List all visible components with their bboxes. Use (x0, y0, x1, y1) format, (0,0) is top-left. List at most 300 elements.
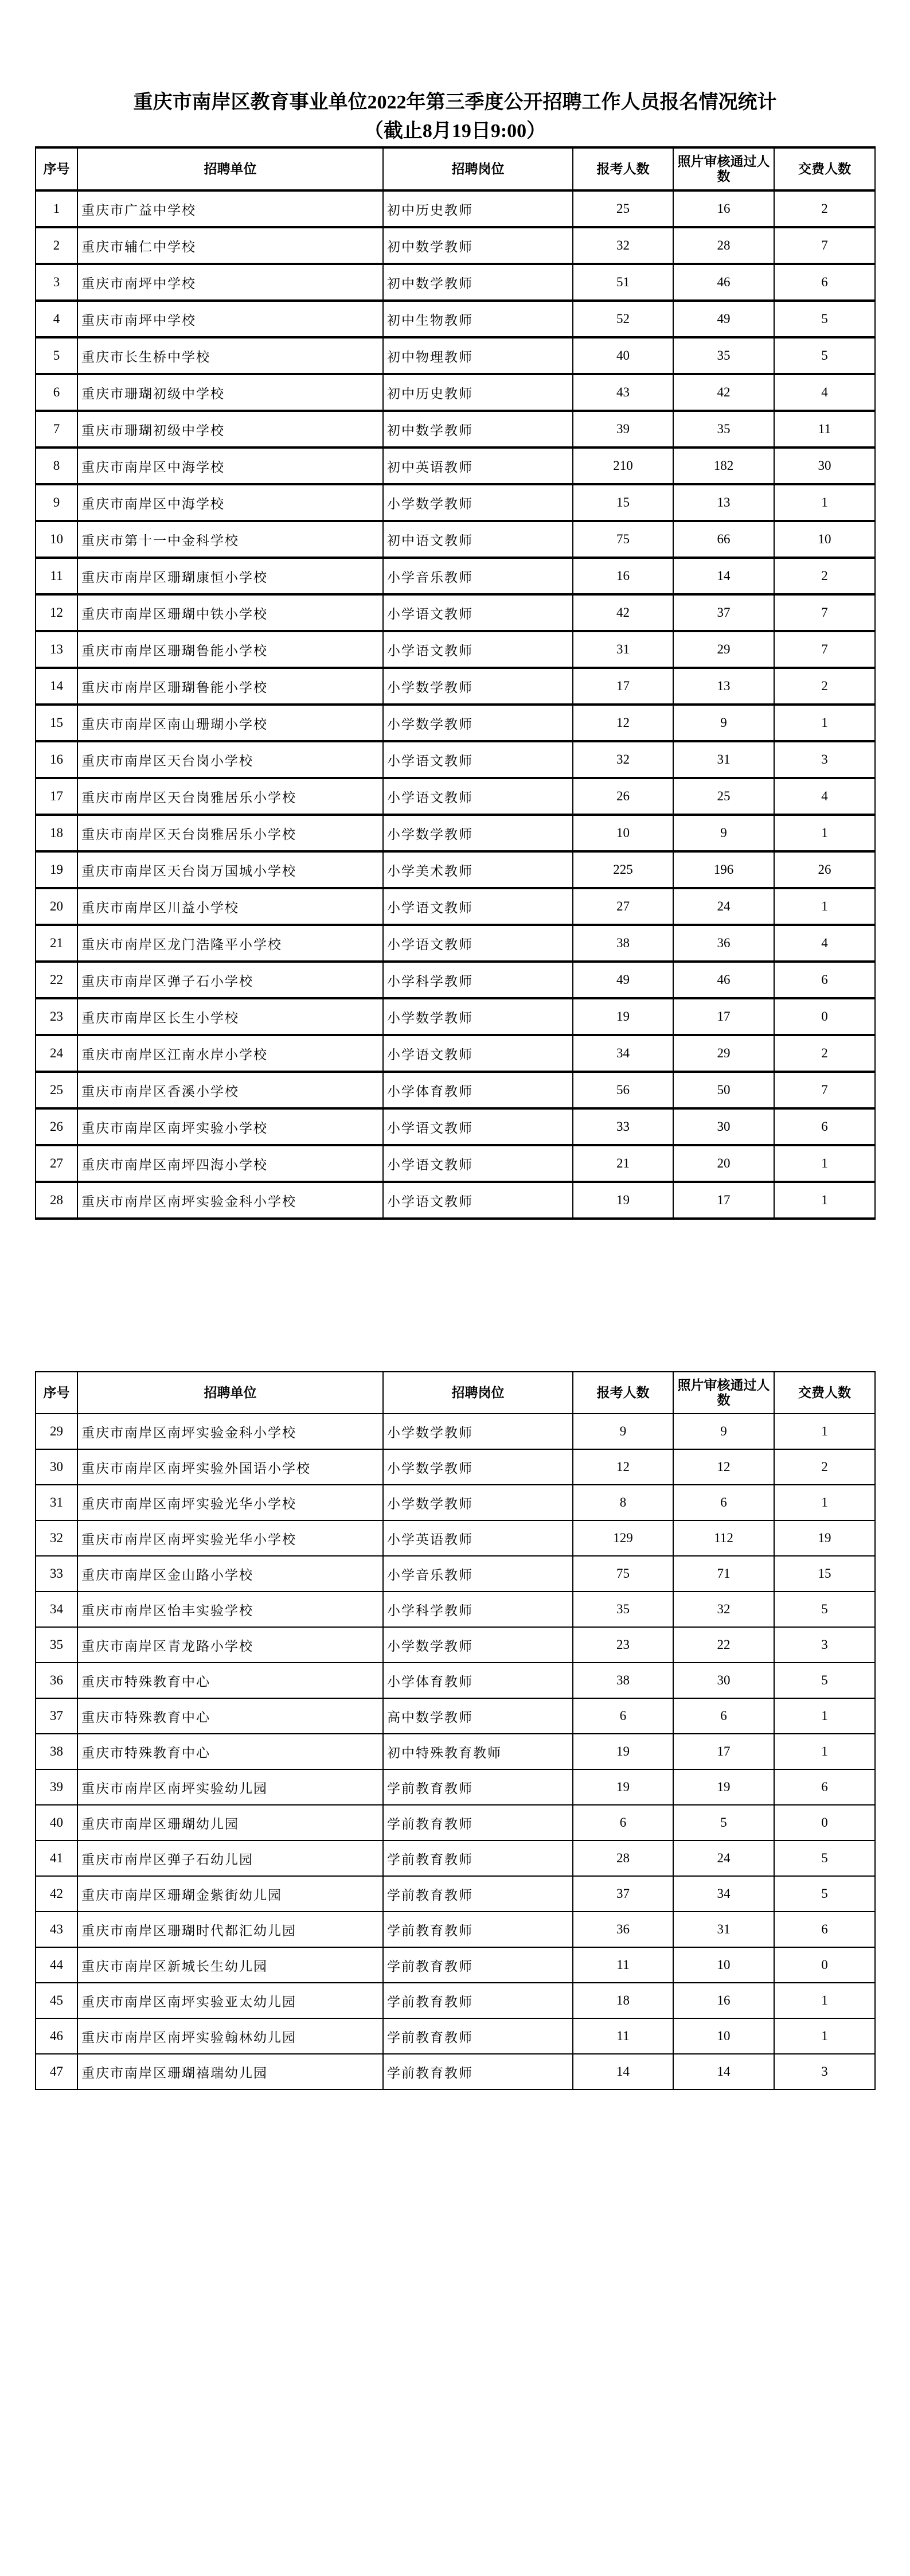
cell-applied: 17 (573, 668, 673, 705)
cell-post: 小学科学教师 (383, 962, 573, 998)
cell-post: 小学语文教师 (383, 1182, 573, 1219)
cell-post: 学前教育教师 (383, 2018, 573, 2054)
cell-photo-passed: 6 (673, 1485, 774, 1520)
cell-post: 小学英语教师 (383, 1520, 573, 1556)
cell-applied: 23 (573, 1627, 673, 1663)
cell-post: 初中语文教师 (383, 521, 573, 558)
table-row (36, 411, 875, 448)
cell-post: 小学数学教师 (383, 998, 573, 1035)
cell-paid: 1 (774, 705, 875, 741)
table-row (36, 521, 875, 558)
cell-photo-passed: 31 (673, 1912, 774, 1947)
cell-no: 31 (36, 1485, 77, 1520)
cell-applied: 8 (573, 1485, 673, 1520)
cell-applied: 19 (573, 1182, 673, 1219)
header-post: 招聘岗位 (383, 1372, 573, 1414)
cell-paid: 5 (774, 337, 875, 374)
table-row (36, 1912, 875, 1947)
cell-unit: 重庆市南岸区中海学校 (77, 484, 383, 521)
table-row (36, 2018, 875, 2054)
cell-unit: 重庆市南岸区川益小学校 (77, 888, 383, 925)
cell-photo-passed: 22 (673, 1627, 774, 1663)
cell-post: 学前教育教师 (383, 1840, 573, 1876)
cell-post: 学前教育教师 (383, 1805, 573, 1840)
cell-paid: 4 (774, 778, 875, 815)
cell-applied: 6 (573, 1698, 673, 1734)
cell-no: 39 (36, 1769, 77, 1805)
cell-photo-passed: 16 (673, 1983, 774, 2018)
header-photo-passed: 照片审核通过人数 (673, 147, 774, 190)
cell-photo-passed: 42 (673, 374, 774, 411)
cell-no: 26 (36, 1108, 77, 1145)
cell-applied: 33 (573, 1108, 673, 1145)
cell-photo-passed: 14 (673, 558, 774, 594)
cell-applied: 75 (573, 521, 673, 558)
cell-applied: 32 (573, 741, 673, 778)
cell-no: 19 (36, 851, 77, 888)
cell-photo-passed: 66 (673, 521, 774, 558)
table-row (36, 594, 875, 631)
cell-photo-passed: 112 (673, 1520, 774, 1556)
cell-no: 20 (36, 888, 77, 925)
cell-no: 32 (36, 1520, 77, 1556)
cell-unit: 重庆市南岸区珊瑚禧瑞幼儿园 (77, 2054, 383, 2089)
table-row (36, 1182, 875, 1219)
cell-unit: 重庆市南岸区珊瑚金紫街幼儿园 (77, 1876, 383, 1912)
cell-no: 34 (36, 1591, 77, 1627)
cell-photo-passed: 49 (673, 301, 774, 337)
cell-applied: 31 (573, 631, 673, 668)
cell-unit: 重庆市南岸区江南水岸小学校 (77, 1035, 383, 1072)
cell-post: 初中物理教师 (383, 337, 573, 374)
table-row (36, 888, 875, 925)
cell-applied: 56 (573, 1072, 673, 1108)
cell-applied: 38 (573, 1663, 673, 1698)
table-row (36, 1414, 875, 1449)
cell-paid: 3 (774, 1627, 875, 1663)
cell-paid: 1 (774, 1734, 875, 1769)
table-row (36, 1591, 875, 1627)
cell-photo-passed: 46 (673, 264, 774, 301)
table-row (36, 815, 875, 851)
cell-no: 2 (36, 227, 77, 264)
table-row (36, 190, 875, 227)
header-photo-passed: 照片审核通过人数 (673, 1372, 774, 1414)
cell-applied: 225 (573, 851, 673, 888)
table-body (36, 1414, 875, 2089)
cell-no: 11 (36, 558, 77, 594)
table-row (36, 668, 875, 705)
cell-photo-passed: 37 (673, 594, 774, 631)
cell-unit: 重庆市南岸区珊瑚时代都汇幼儿园 (77, 1912, 383, 1947)
cell-unit: 重庆市南岸区南坪实验亚太幼儿园 (77, 1983, 383, 2018)
cell-photo-passed: 5 (673, 1805, 774, 1840)
cell-no: 9 (36, 484, 77, 521)
cell-no: 33 (36, 1556, 77, 1591)
registration-table-part-1 (35, 146, 876, 1220)
cell-post: 学前教育教师 (383, 1876, 573, 1912)
cell-post: 小学科学教师 (383, 1591, 573, 1627)
cell-paid: 5 (774, 1591, 875, 1627)
header-paid: 交费人数 (774, 1372, 875, 1414)
cell-paid: 1 (774, 1983, 875, 2018)
cell-photo-passed: 35 (673, 411, 774, 448)
cell-no: 45 (36, 1983, 77, 2018)
cell-paid: 4 (774, 925, 875, 962)
cell-paid: 1 (774, 484, 875, 521)
header-no: 序号 (36, 147, 77, 190)
table-row (36, 851, 875, 888)
cell-photo-passed: 10 (673, 2018, 774, 2054)
cell-unit: 重庆市南岸区新城长生幼儿园 (77, 1947, 383, 1983)
cell-unit: 重庆市广益中学校 (77, 190, 383, 227)
table-row (36, 1556, 875, 1591)
table-row (36, 1035, 875, 1072)
cell-post: 小学数学教师 (383, 484, 573, 521)
cell-unit: 重庆市南岸区金山路小学校 (77, 1556, 383, 1591)
table-row (36, 705, 875, 741)
cell-post: 初中英语教师 (383, 448, 573, 484)
cell-applied: 36 (573, 1912, 673, 1947)
cell-post: 初中生物教师 (383, 301, 573, 337)
cell-unit: 重庆市特殊教育中心 (77, 1734, 383, 1769)
cell-applied: 129 (573, 1520, 673, 1556)
cell-applied: 26 (573, 778, 673, 815)
cell-unit: 重庆市南岸区南坪实验金科小学校 (77, 1182, 383, 1219)
cell-unit: 重庆市特殊教育中心 (77, 1698, 383, 1734)
table-row (36, 484, 875, 521)
cell-unit: 重庆市南岸区珊瑚幼儿园 (77, 1805, 383, 1840)
cell-applied: 19 (573, 998, 673, 1035)
cell-photo-passed: 29 (673, 631, 774, 668)
cell-photo-passed: 19 (673, 1769, 774, 1805)
cell-photo-passed: 71 (673, 1556, 774, 1591)
cell-photo-passed: 182 (673, 448, 774, 484)
table-row (36, 1449, 875, 1485)
cell-unit: 重庆市南岸区南坪实验光华小学校 (77, 1520, 383, 1556)
cell-photo-passed: 6 (673, 1698, 774, 1734)
page-subtitle: （截止8月19日9:00） (364, 120, 546, 142)
cell-post: 小学体育教师 (383, 1663, 573, 1698)
cell-no: 43 (36, 1912, 77, 1947)
cell-post: 初中数学教师 (383, 264, 573, 301)
cell-paid: 0 (774, 1805, 875, 1840)
cell-paid: 1 (774, 1414, 875, 1449)
cell-unit: 重庆市南岸区珊瑚鲁能小学校 (77, 668, 383, 705)
cell-post: 小学语文教师 (383, 594, 573, 631)
cell-post: 小学语文教师 (383, 631, 573, 668)
cell-paid: 15 (774, 1556, 875, 1591)
cell-applied: 11 (573, 2018, 673, 2054)
cell-unit: 重庆市南岸区南坪实验金科小学校 (77, 1414, 383, 1449)
cell-no: 40 (36, 1805, 77, 1840)
cell-unit: 重庆市南岸区珊瑚鲁能小学校 (77, 631, 383, 668)
cell-post: 学前教育教师 (383, 1947, 573, 1983)
cell-post: 小学语文教师 (383, 1108, 573, 1145)
cell-no: 25 (36, 1072, 77, 1108)
cell-paid: 6 (774, 1108, 875, 1145)
cell-paid: 1 (774, 1145, 875, 1182)
cell-post: 学前教育教师 (383, 1912, 573, 1947)
cell-applied: 11 (573, 1947, 673, 1983)
cell-photo-passed: 32 (673, 1591, 774, 1627)
table-row (36, 1805, 875, 1840)
cell-applied: 25 (573, 190, 673, 227)
table-row (36, 337, 875, 374)
cell-no: 12 (36, 594, 77, 631)
cell-photo-passed: 25 (673, 778, 774, 815)
cell-applied: 14 (573, 2054, 673, 2089)
cell-photo-passed: 196 (673, 851, 774, 888)
header-paid: 交费人数 (774, 147, 875, 190)
cell-photo-passed: 30 (673, 1108, 774, 1145)
cell-no: 1 (36, 190, 77, 227)
header-unit: 招聘单位 (77, 1372, 383, 1414)
cell-no: 27 (36, 1145, 77, 1182)
cell-unit: 重庆市南岸区南坪实验幼儿园 (77, 1769, 383, 1805)
cell-no: 36 (36, 1663, 77, 1698)
cell-post: 初中数学教师 (383, 411, 573, 448)
cell-post: 小学数学教师 (383, 1414, 573, 1449)
cell-paid: 6 (774, 962, 875, 998)
table-row (36, 1520, 875, 1556)
cell-photo-passed: 34 (673, 1876, 774, 1912)
table-row (36, 1983, 875, 2018)
table-row (36, 374, 875, 411)
cell-unit: 重庆市南岸区天台岗雅居乐小学校 (77, 778, 383, 815)
cell-applied: 19 (573, 1769, 673, 1805)
table-row (36, 1072, 875, 1108)
table-row (36, 558, 875, 594)
cell-paid: 1 (774, 888, 875, 925)
cell-post: 小学数学教师 (383, 1627, 573, 1663)
cell-paid: 10 (774, 521, 875, 558)
cell-unit: 重庆市南岸区天台岗小学校 (77, 741, 383, 778)
cell-unit: 重庆市南岸区南坪实验翰林幼儿园 (77, 2018, 383, 2054)
cell-post: 小学美术教师 (383, 851, 573, 888)
cell-paid: 3 (774, 2054, 875, 2089)
cell-photo-passed: 10 (673, 1947, 774, 1983)
cell-applied: 21 (573, 1145, 673, 1182)
cell-post: 小学语文教师 (383, 741, 573, 778)
cell-no: 14 (36, 668, 77, 705)
cell-unit: 重庆市珊瑚初级中学校 (77, 411, 383, 448)
table-row (36, 1734, 875, 1769)
header-unit: 招聘单位 (77, 147, 383, 190)
cell-applied: 75 (573, 1556, 673, 1591)
cell-paid: 0 (774, 1947, 875, 1983)
cell-applied: 40 (573, 337, 673, 374)
cell-applied: 43 (573, 374, 673, 411)
cell-paid: 7 (774, 1072, 875, 1108)
cell-paid: 30 (774, 448, 875, 484)
cell-unit: 重庆市南岸区青龙路小学校 (77, 1627, 383, 1663)
cell-paid: 1 (774, 2018, 875, 2054)
cell-unit: 重庆市南岸区南坪实验外国语小学校 (77, 1449, 383, 1485)
cell-paid: 2 (774, 558, 875, 594)
cell-unit: 重庆市南岸区南坪实验光华小学校 (77, 1485, 383, 1520)
cell-unit: 重庆市长生桥中学校 (77, 337, 383, 374)
cell-post: 初中历史教师 (383, 190, 573, 227)
cell-post: 学前教育教师 (383, 1769, 573, 1805)
cell-photo-passed: 17 (673, 1182, 774, 1219)
table-row (36, 1769, 875, 1805)
cell-unit: 重庆市南岸区天台岗万国城小学校 (77, 851, 383, 888)
cell-applied: 16 (573, 558, 673, 594)
cell-unit: 重庆市南岸区龙门浩隆平小学校 (77, 925, 383, 962)
table-row (36, 1947, 875, 1983)
cell-unit: 重庆市南岸区南坪四海小学校 (77, 1145, 383, 1182)
cell-applied: 49 (573, 962, 673, 998)
cell-no: 18 (36, 815, 77, 851)
cell-applied: 37 (573, 1876, 673, 1912)
cell-paid: 1 (774, 1698, 875, 1734)
cell-no: 13 (36, 631, 77, 668)
cell-no: 6 (36, 374, 77, 411)
table-row (36, 1840, 875, 1876)
cell-no: 17 (36, 778, 77, 815)
cell-post: 小学数学教师 (383, 1485, 573, 1520)
cell-paid: 2 (774, 668, 875, 705)
table-row (36, 2054, 875, 2089)
cell-photo-passed: 9 (673, 705, 774, 741)
cell-applied: 6 (573, 1805, 673, 1840)
cell-paid: 6 (774, 1912, 875, 1947)
table-row (36, 1698, 875, 1734)
cell-paid: 11 (774, 411, 875, 448)
cell-photo-passed: 14 (673, 2054, 774, 2089)
cell-no: 7 (36, 411, 77, 448)
cell-applied: 42 (573, 594, 673, 631)
header-applied: 报考人数 (573, 1372, 673, 1414)
cell-post: 小学数学教师 (383, 668, 573, 705)
cell-post: 高中数学教师 (383, 1698, 573, 1734)
cell-unit: 重庆市南岸区南坪实验小学校 (77, 1108, 383, 1145)
cell-unit: 重庆市南岸区怡丰实验学校 (77, 1591, 383, 1627)
cell-photo-passed: 17 (673, 998, 774, 1035)
table-row (36, 925, 875, 962)
table-row (36, 741, 875, 778)
cell-paid: 1 (774, 815, 875, 851)
cell-photo-passed: 28 (673, 227, 774, 264)
cell-paid: 2 (774, 1035, 875, 1072)
cell-post: 小学语文教师 (383, 1035, 573, 1072)
cell-paid: 5 (774, 301, 875, 337)
cell-photo-passed: 29 (673, 1035, 774, 1072)
table-row (36, 1876, 875, 1912)
cell-no: 16 (36, 741, 77, 778)
cell-no: 38 (36, 1734, 77, 1769)
cell-photo-passed: 35 (673, 337, 774, 374)
cell-no: 22 (36, 962, 77, 998)
cell-unit: 重庆市南岸区弹子石幼儿园 (77, 1840, 383, 1876)
cell-paid: 2 (774, 190, 875, 227)
cell-photo-passed: 30 (673, 1663, 774, 1698)
table-row (36, 227, 875, 264)
cell-unit: 重庆市南岸区弹子石小学校 (77, 962, 383, 998)
cell-paid: 1 (774, 1182, 875, 1219)
table-row (36, 1663, 875, 1698)
cell-no: 46 (36, 2018, 77, 2054)
cell-no: 41 (36, 1840, 77, 1876)
cell-paid: 6 (774, 264, 875, 301)
cell-paid: 6 (774, 1769, 875, 1805)
cell-post: 初中数学教师 (383, 227, 573, 264)
cell-photo-passed: 9 (673, 815, 774, 851)
cell-unit: 重庆市第十一中金科学校 (77, 521, 383, 558)
cell-photo-passed: 20 (673, 1145, 774, 1182)
cell-no: 24 (36, 1035, 77, 1072)
cell-no: 44 (36, 1947, 77, 1983)
cell-no: 35 (36, 1627, 77, 1663)
cell-no: 3 (36, 264, 77, 301)
cell-no: 28 (36, 1182, 77, 1219)
cell-unit: 重庆市南岸区长生小学校 (77, 998, 383, 1035)
cell-post: 学前教育教师 (383, 2054, 573, 2089)
cell-no: 21 (36, 925, 77, 962)
cell-applied: 18 (573, 1983, 673, 2018)
cell-no: 15 (36, 705, 77, 741)
table-row (36, 301, 875, 337)
table-row (36, 1627, 875, 1663)
registration-table-part-2 (35, 1371, 876, 2090)
table-row (36, 1108, 875, 1145)
cell-applied: 12 (573, 705, 673, 741)
cell-no: 8 (36, 448, 77, 484)
table-row (36, 1485, 875, 1520)
cell-unit: 重庆市南岸区天台岗雅居乐小学校 (77, 815, 383, 851)
cell-post: 小学语文教师 (383, 778, 573, 815)
cell-post: 初中历史教师 (383, 374, 573, 411)
cell-paid: 5 (774, 1876, 875, 1912)
cell-paid: 3 (774, 741, 875, 778)
cell-photo-passed: 9 (673, 1414, 774, 1449)
cell-photo-passed: 13 (673, 668, 774, 705)
table-row (36, 631, 875, 668)
cell-photo-passed: 16 (673, 190, 774, 227)
table-row (36, 264, 875, 301)
cell-no: 47 (36, 2054, 77, 2089)
cell-paid: 7 (774, 227, 875, 264)
table-body (36, 190, 875, 1219)
cell-applied: 51 (573, 264, 673, 301)
cell-post: 小学语文教师 (383, 888, 573, 925)
cell-photo-passed: 24 (673, 1840, 774, 1876)
cell-applied: 210 (573, 448, 673, 484)
cell-paid: 5 (774, 1663, 875, 1698)
cell-applied: 39 (573, 411, 673, 448)
cell-applied: 32 (573, 227, 673, 264)
cell-unit: 重庆市珊瑚初级中学校 (77, 374, 383, 411)
cell-paid: 7 (774, 631, 875, 668)
cell-post: 小学数学教师 (383, 705, 573, 741)
cell-no: 37 (36, 1698, 77, 1734)
cell-no: 42 (36, 1876, 77, 1912)
cell-no: 23 (36, 998, 77, 1035)
cell-unit: 重庆市南坪中学校 (77, 264, 383, 301)
cell-unit: 重庆市辅仁中学校 (77, 227, 383, 264)
table-header-row (36, 147, 875, 190)
cell-photo-passed: 31 (673, 741, 774, 778)
cell-applied: 35 (573, 1591, 673, 1627)
table-row (36, 1145, 875, 1182)
cell-paid: 4 (774, 374, 875, 411)
cell-post: 小学语文教师 (383, 1145, 573, 1182)
cell-unit: 重庆市南岸区中海学校 (77, 448, 383, 484)
cell-photo-passed: 46 (673, 962, 774, 998)
cell-applied: 27 (573, 888, 673, 925)
table-row (36, 998, 875, 1035)
